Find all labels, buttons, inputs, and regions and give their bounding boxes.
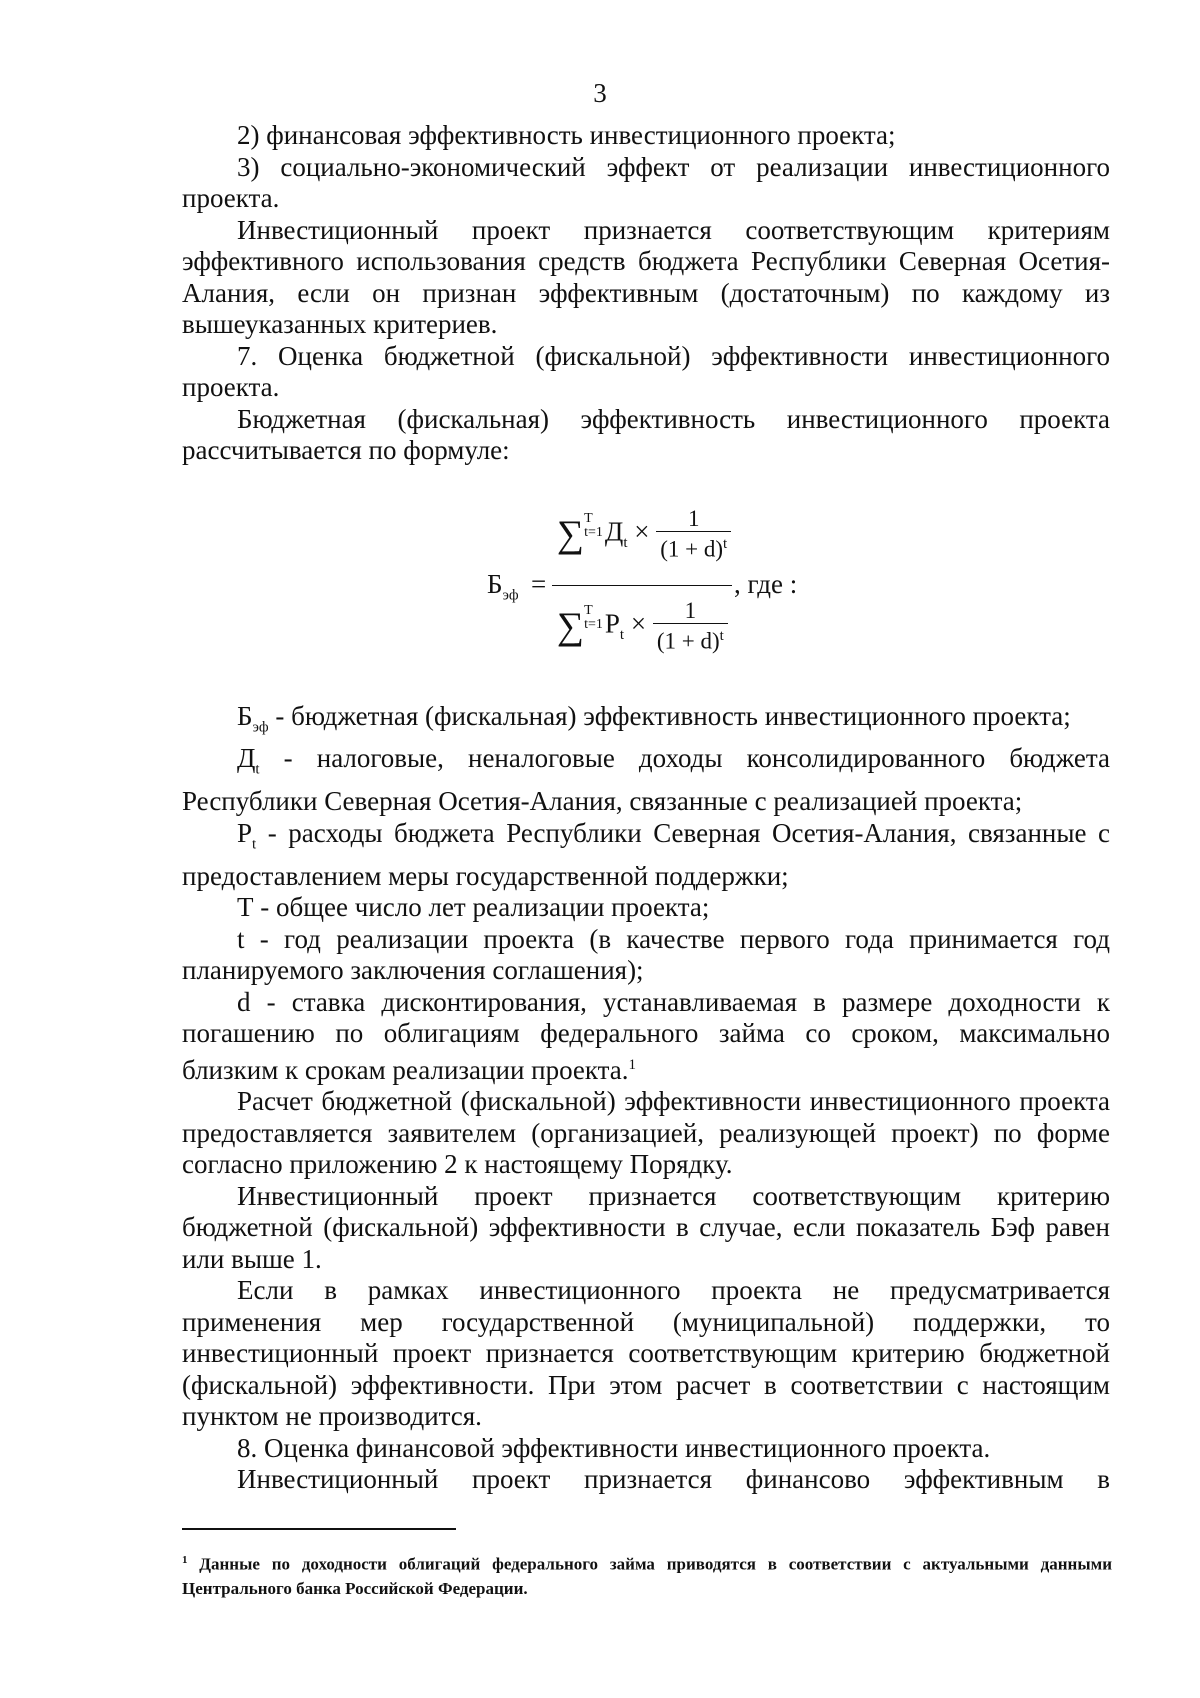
formula-numerator: ∑ T t=1 $Д_t$ × $\frac{1}{(1 + d)^t}$ bbox=[557, 507, 731, 562]
definition-b-ef: $Б_{эф}$ - бюджетная (фискальная) эффективность инвестиционного проекта; bbox=[237, 700, 1071, 735]
section-heading-7: 7. Оценка бюджетной (фискальной) эффективности инвестиционного проекта. bbox=[182, 340, 1110, 402]
section-heading-8: 8. Оценка финансовой эффективности инвестиционного проекта. bbox=[237, 1432, 991, 1463]
formula-fraction-bar bbox=[552, 585, 732, 587]
footnote: $^1$ Данные по доходности облигаций федерального займа приводятся в соответствии с актуальными данными Центрального банка Российской Федерации. bbox=[182, 1554, 1112, 1598]
paragraph: Если в рамках инвестиционного проекта не предусматривается применения мер государственной (муниципальной) поддержки, то инвестиционный проект признается соответствующим критерию бюджетной (фискальной) эффективности. При этом расчет в соответствии с настоящим пунктом не производится. bbox=[182, 1275, 1110, 1432]
paragraph: Бюджетная (фискальная) эффективность инвестиционного проекта рассчитывается по формуле: bbox=[182, 403, 1110, 465]
definition-T: Т - общее число лет реализации проекта; bbox=[237, 892, 710, 923]
paragraph: 2) финансовая эффективность инвестиционного проекта; bbox=[237, 120, 896, 150]
definition-d: d - ставка дисконтирования, устанавливаемая в размере доходности к погашению по облигациям федерального займа со сроком, максимально близким к срокам реализации проекта.$^1$ bbox=[182, 986, 1110, 1085]
page-number: 3 bbox=[593, 78, 607, 108]
paragraph: Расчет бюджетной (фискальной) эффективности инвестиционного проекта предоставляется заявителем (организацией, реализующей проект) по форме согласно приложению 2 к настоящему Порядку. bbox=[182, 1086, 1110, 1180]
footnote-reference: 1 bbox=[628, 1056, 637, 1073]
paragraph: Инвестиционный проект признается соответствующим критерию бюджетной (фискальной) эффективности в случае, если показатель Бэф равен или выше 1. bbox=[182, 1180, 1110, 1274]
definition-p-t: $P_t$ - расходы бюджета Республики Северная Осетия-Алания, связанные с предоставлением меры государственной поддержки; bbox=[182, 817, 1110, 891]
formula-lhs: $Б_{эф}$ bbox=[487, 568, 519, 603]
paragraph: Инвестиционный проект признается финансово эффективным в bbox=[237, 1464, 1110, 1495]
paragraph: 3) социально-экономический эффект от реализации инвестиционного проекта. bbox=[182, 151, 1110, 213]
formula-where: , где : bbox=[734, 568, 798, 599]
formula-denominator: ∑ T t=1 $P_t$ × $\frac{1}{(1 + d)^t}$ bbox=[557, 599, 728, 654]
footnote-separator bbox=[182, 1528, 456, 1530]
formula-equals: = bbox=[531, 568, 547, 599]
definition-t: t - год реализации проекта (в качестве первого года принимается год планируемого заключения соглашения); bbox=[182, 923, 1110, 986]
budget-efficiency-formula bbox=[182, 489, 1110, 679]
definition-d-t: $Д_t$ - налоговые, неналоговые доходы консолидированного бюджета Республики Северная Осетия-Алания, связанные с реализацией проекта; bbox=[182, 743, 1110, 817]
paragraph: Инвестиционный проект признается соответствующим критериям эффективного использования средств бюджета Республики Северная Осетия-Алания, если он признан эффективным (достаточным) по каждому из вышеуказанных критериев. bbox=[182, 214, 1110, 339]
body-text bbox=[182, 120, 1110, 1496]
